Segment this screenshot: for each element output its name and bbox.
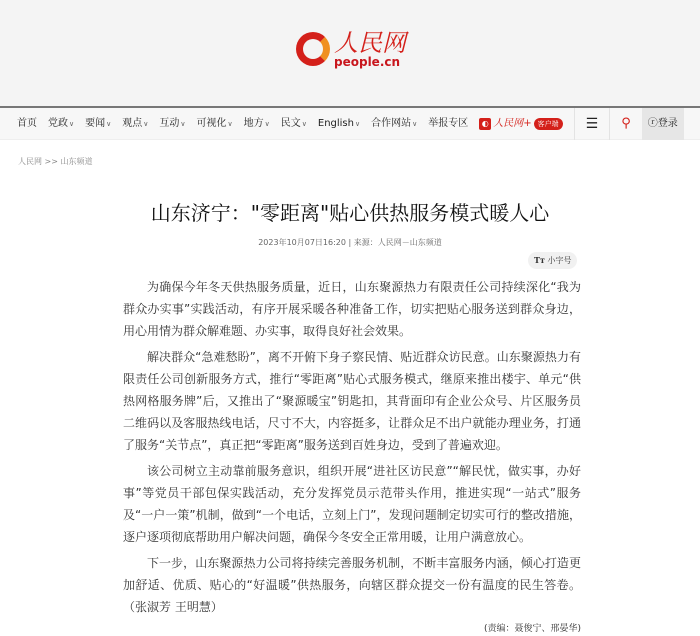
chevron-down-icon: ∨ xyxy=(180,119,186,128)
article-title: 山东济宁："零距离"贴心供热服务模式暖人心 xyxy=(150,201,550,225)
article-body xyxy=(123,276,581,636)
app-logo-icon: ◐ xyxy=(479,118,491,130)
breadcrumb-home[interactable]: 人民网 xyxy=(18,157,42,166)
nav-label: 举报专区 xyxy=(428,117,469,129)
login-label: 登录 xyxy=(657,117,678,129)
logo-mark-icon xyxy=(296,32,330,66)
breadcrumb-sep: >> xyxy=(44,157,58,166)
paragraph: 该公司树立主动靠前服务意识，组织开展“进社区访民意”“解民忧，做实事，办好事”等党员干部包保实践活动，充分发挥党员示范带头作用，推进实现“一站式”服务及“一户一策”机制，做到“一个电话，立刻上门”，发现问题制定切实可行的整改措施，逐户逐项彻底帮助用户解决问题，确保今冬安全正常用暖，让用户满意放心。 xyxy=(123,464,581,544)
nav-home[interactable] xyxy=(17,108,37,140)
logo-cn: 人民网 xyxy=(334,29,406,57)
breadcrumb-channel[interactable]: 山东频道 xyxy=(60,157,93,166)
chevron-down-icon: ∨ xyxy=(412,119,418,128)
user-icon: ⓡ xyxy=(647,117,658,129)
paragraph: 解决群众“急难愁盼”，离不开俯下身子察民情、贴近群众访民意。山东聚源热力有限责任公司创新服务方式，推行“零距离”贴心式服务模式，继原来推出楼宇、单元“供热网格服务牌”后，又推出了“聚源暖宝”钥匙扣，其背面印有企业公众号、片区服务员二维码以及客服热线电话，尺寸不大，内容挺多，让群众足不出户就能办理业务，打通了服务“关节点”，真正把“零距离”服务送到百姓身边，受到了普遍欢迎。 xyxy=(123,350,581,452)
nav-report[interactable] xyxy=(428,108,468,140)
main-nav xyxy=(0,108,700,140)
nav-local[interactable] xyxy=(244,108,270,140)
nav-english[interactable] xyxy=(318,108,360,140)
logo-en: people.cn xyxy=(334,55,401,69)
nav-label: 可视化 xyxy=(196,117,227,129)
chevron-down-icon: ∨ xyxy=(143,119,149,128)
nav-label: 党政 xyxy=(48,117,68,129)
chevron-down-icon: ∨ xyxy=(106,119,112,128)
nav-minwen[interactable] xyxy=(281,108,307,140)
chevron-down-icon: ∨ xyxy=(301,119,307,128)
hamburger-icon[interactable]: ☰ xyxy=(585,115,599,132)
app-name: 人民网+ xyxy=(493,117,532,129)
nav-label: 互动 xyxy=(159,117,180,129)
nav-label: 民文 xyxy=(280,117,301,129)
app-download-link[interactable] xyxy=(479,108,562,140)
nav-party[interactable] xyxy=(48,108,74,140)
nav-label: 地方 xyxy=(243,117,264,129)
login-button[interactable] xyxy=(642,108,684,140)
chevron-down-icon: ∨ xyxy=(354,119,361,128)
search-icon[interactable]: ⚲ xyxy=(621,115,631,131)
people-logo[interactable] xyxy=(296,30,406,68)
article-meta: 2023年10月07日16:20 | 来源：人民网－山东频道 xyxy=(258,238,442,247)
chevron-down-icon: ∨ xyxy=(264,119,270,128)
app-badge: 客户端 xyxy=(534,118,563,130)
nav-label: 观点 xyxy=(122,117,143,129)
chevron-down-icon: ∨ xyxy=(227,119,233,128)
font-size-label: 小字号 xyxy=(547,256,572,265)
divider xyxy=(609,108,610,140)
font-size-icon: Tт xyxy=(534,255,545,265)
nav-interact[interactable] xyxy=(159,108,185,140)
nav-label: 要闻 xyxy=(85,117,106,129)
nav-partners[interactable] xyxy=(371,108,417,140)
nav-label: 合作网站 xyxy=(371,117,412,129)
nav-label: English xyxy=(317,117,354,129)
paragraph: 下一步，山东聚源热力公司将持续完善服务机制，不断丰富服务内涵，倾心打造更加舒适、优质、贴心的“好温暖”供热服务，向辖区群众提交一份有温度的民生答卷。（张淑芳 王明慧） xyxy=(123,556,581,614)
nav-news[interactable] xyxy=(85,108,111,140)
nav-opinion[interactable] xyxy=(122,108,148,140)
breadcrumb xyxy=(18,156,93,167)
editor-credit: (责编：聂俊宁、邢晏华) xyxy=(483,624,581,634)
font-size-toggle[interactable] xyxy=(528,252,577,269)
nav-label: 首页 xyxy=(17,117,37,129)
nav-visual[interactable] xyxy=(197,108,233,140)
paragraph: 为确保今年冬天供热服务质量，近日，山东聚源热力有限责任公司持续深化“我为群众办实事”实践活动，有序开展采暖各种准备工作，切实把贴心服务送到群众身边，用心用情为群众解难题、办实事，取得良好社会效果。 xyxy=(123,280,581,338)
chevron-down-icon: ∨ xyxy=(69,119,75,128)
divider xyxy=(574,108,575,140)
site-header xyxy=(0,0,700,108)
